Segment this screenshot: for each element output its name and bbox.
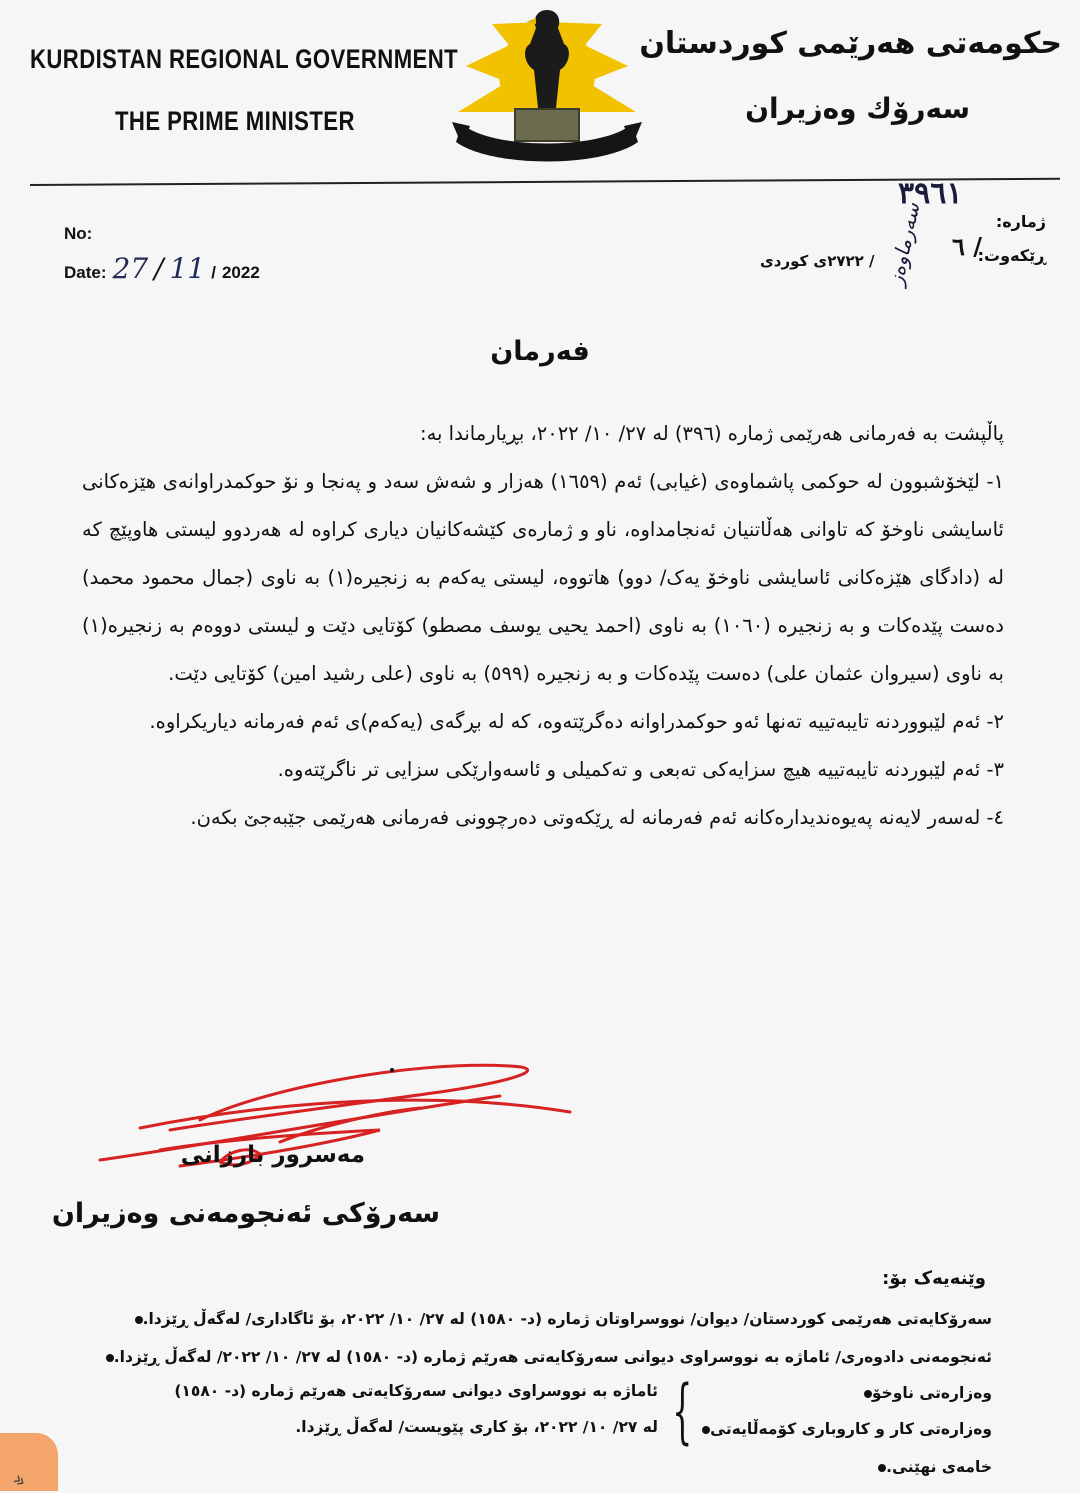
cc-grouped-text: لە ۲۷/ ۱۰/ ۲۰۲۲، بۆ کاری پێویست/ لەگەڵ ڕێزدا. (295, 1418, 658, 1436)
cc-heading: وێنەیەک بۆ: (882, 1268, 986, 1289)
cc-grouped-text: ئاماژە بە نووسراوی دیوانی سەرۆکایەتی هەرێم ژمارە (د- ۱٥۸۰) (174, 1382, 658, 1400)
cc-item-text: خامەی نهێنی. (886, 1458, 992, 1476)
number-label-kurdish: ژمارە: (995, 212, 1046, 231)
kurdish-date-day: ٦ / (952, 232, 983, 261)
decree-item-4: ٤- لەسەر لایەنە پەیوەندیدارەکانە ئەم فەرمانە لە ڕێکەوتی دەرچوونی فەرمانی هەرێمی جێبەجێ بکەن. (190, 806, 1004, 829)
prime-minister-kurdish: سەرۆك وەزیران (745, 92, 970, 125)
decree-item-3: ٣- ئەم لێبوردنە تایبەتییە هیچ سزایەکی تەبعی و تەکمیلی و ئاسەوارێکی سزایی تر ناگرێتەوە. (277, 758, 1004, 781)
krg-emblem-icon (452, 4, 642, 176)
bullet-icon (702, 1426, 710, 1434)
signer-title: سەرۆکی ئەنجومەنی وەزیران (51, 1198, 440, 1229)
cc-item (90, 1348, 992, 1366)
signer-name: مەسرور بارزانی (180, 1142, 365, 1168)
cc-item (848, 1384, 992, 1402)
cc-item-text: وەزارەتی کار و کاروباری کۆمەڵایەتی (710, 1420, 992, 1438)
cc-item (686, 1420, 992, 1438)
curly-brace-icon: { (672, 1370, 693, 1452)
government-name-english: KURDISTAN REGIONAL GOVERNMENT (30, 44, 459, 74)
date-label-kurdish: ڕێکەوت: (977, 246, 1046, 265)
cc-item-text: ئەنجومەنی دادوەری/ ئاماژە بە نووسراوی دیوانی سەرۆکایەتی هەرێم ژمارە (د- ۱٥۸۰) لە ۲۷/ ۱۰/ ۲۰۲۲/ لەگەڵ ڕێزدا. (113, 1348, 992, 1366)
decree-item-1: ١- لێخۆشبوون لە حوکمی پاشماوەی (غیابی) ئەم (۱٦٥۹) هەزار و شەش سەد و پەنجا و نۆ حوکمدراوانەی هێزەکانی ئاسایشی ناوخۆ کە تاوانی هەڵاتنیان ئەنجامداوە، ناو و ژمارەی کێشەکانیان دیاری کراوە لە هەردوو لیستی هاوپێچ کە لە (دادگای هێزەکانی ئاسایشی ناوخۆ یەک/ دوو) هاتووە، لیستی یەکەم بە زنجیرە(۱) بە ناوی (جمال محمود محمد) دەست پێدەکات و بە زنجیرە (۱۰٦۰) بە ناوی (احمد یحیی یوسف مصطو) کۆتایی دێت و لیستی دووەم بە زنجیرە(۱) بە ناوی (سیروان عثمان علی) دەست پێدەکات و بە زنجیرە (٥۹۹) بە ناوی (علی رشید امین) کۆتایی دێت. (82, 470, 1004, 685)
cc-item (862, 1458, 992, 1476)
cc-item (119, 1310, 992, 1328)
document-title: فەرمان (490, 336, 590, 367)
date-year: 2022 (221, 263, 260, 282)
government-name-kurdish: حکومەتی هەرێمی کوردستان (639, 26, 1062, 61)
cc-item-text: وەزارەتی ناوخۆ (871, 1384, 992, 1402)
decree-item-2: ٢- ئەم لێبووردنە تایبەتییە تەنها ئەو حوکمدراوانە دەگرێتەوە، کە لە بڕگەی (یەکەم)ی ئەم فەرمانە دیاریکراوە. (149, 710, 1004, 733)
chevron-double-icon[interactable]: » (8, 1466, 33, 1493)
bullet-icon (878, 1464, 886, 1472)
corner-scroll-button[interactable] (0, 1433, 58, 1491)
date-day: 27 (112, 252, 149, 285)
bullet-icon (135, 1316, 143, 1324)
decree-body (82, 410, 1004, 842)
signature-scribble (80, 1050, 600, 1190)
bullet-icon (864, 1390, 872, 1398)
kurdish-date-year: / ۲۷۲۲ی کوردی (760, 252, 875, 270)
date-label: Date: (64, 263, 107, 282)
kurdish-date-month-handwritten: سەرماوەز (883, 200, 925, 288)
date-month: 11 (169, 252, 206, 285)
cc-item-text: سەرۆکایەتی هەرێمی کوردستان/ دیوان/ نووسراوتان ژمارە (د- ۱٥۸۰) لە ۲۷/ ۱۰/ ۲۰۲۲، بۆ ئاگاداری/ لەگەڵ ڕێزدا. (142, 1310, 992, 1328)
number-label: No: (64, 224, 93, 243)
date-row (64, 252, 260, 285)
date-separator: / (154, 252, 164, 285)
prime-minister-english: THE PRIME MINISTER (115, 106, 355, 136)
handwritten-number: ۳۹٦۱ (898, 176, 963, 211)
date-separator: / (211, 263, 216, 282)
decree-intro: پاڵپشت بە فەرمانی هەرێمی ژمارە (۳۹٦) لە ۲۷/ ۱۰/ ۲۰۲۲، بڕیارماندا بە: (420, 422, 1004, 445)
bullet-icon (106, 1354, 114, 1362)
